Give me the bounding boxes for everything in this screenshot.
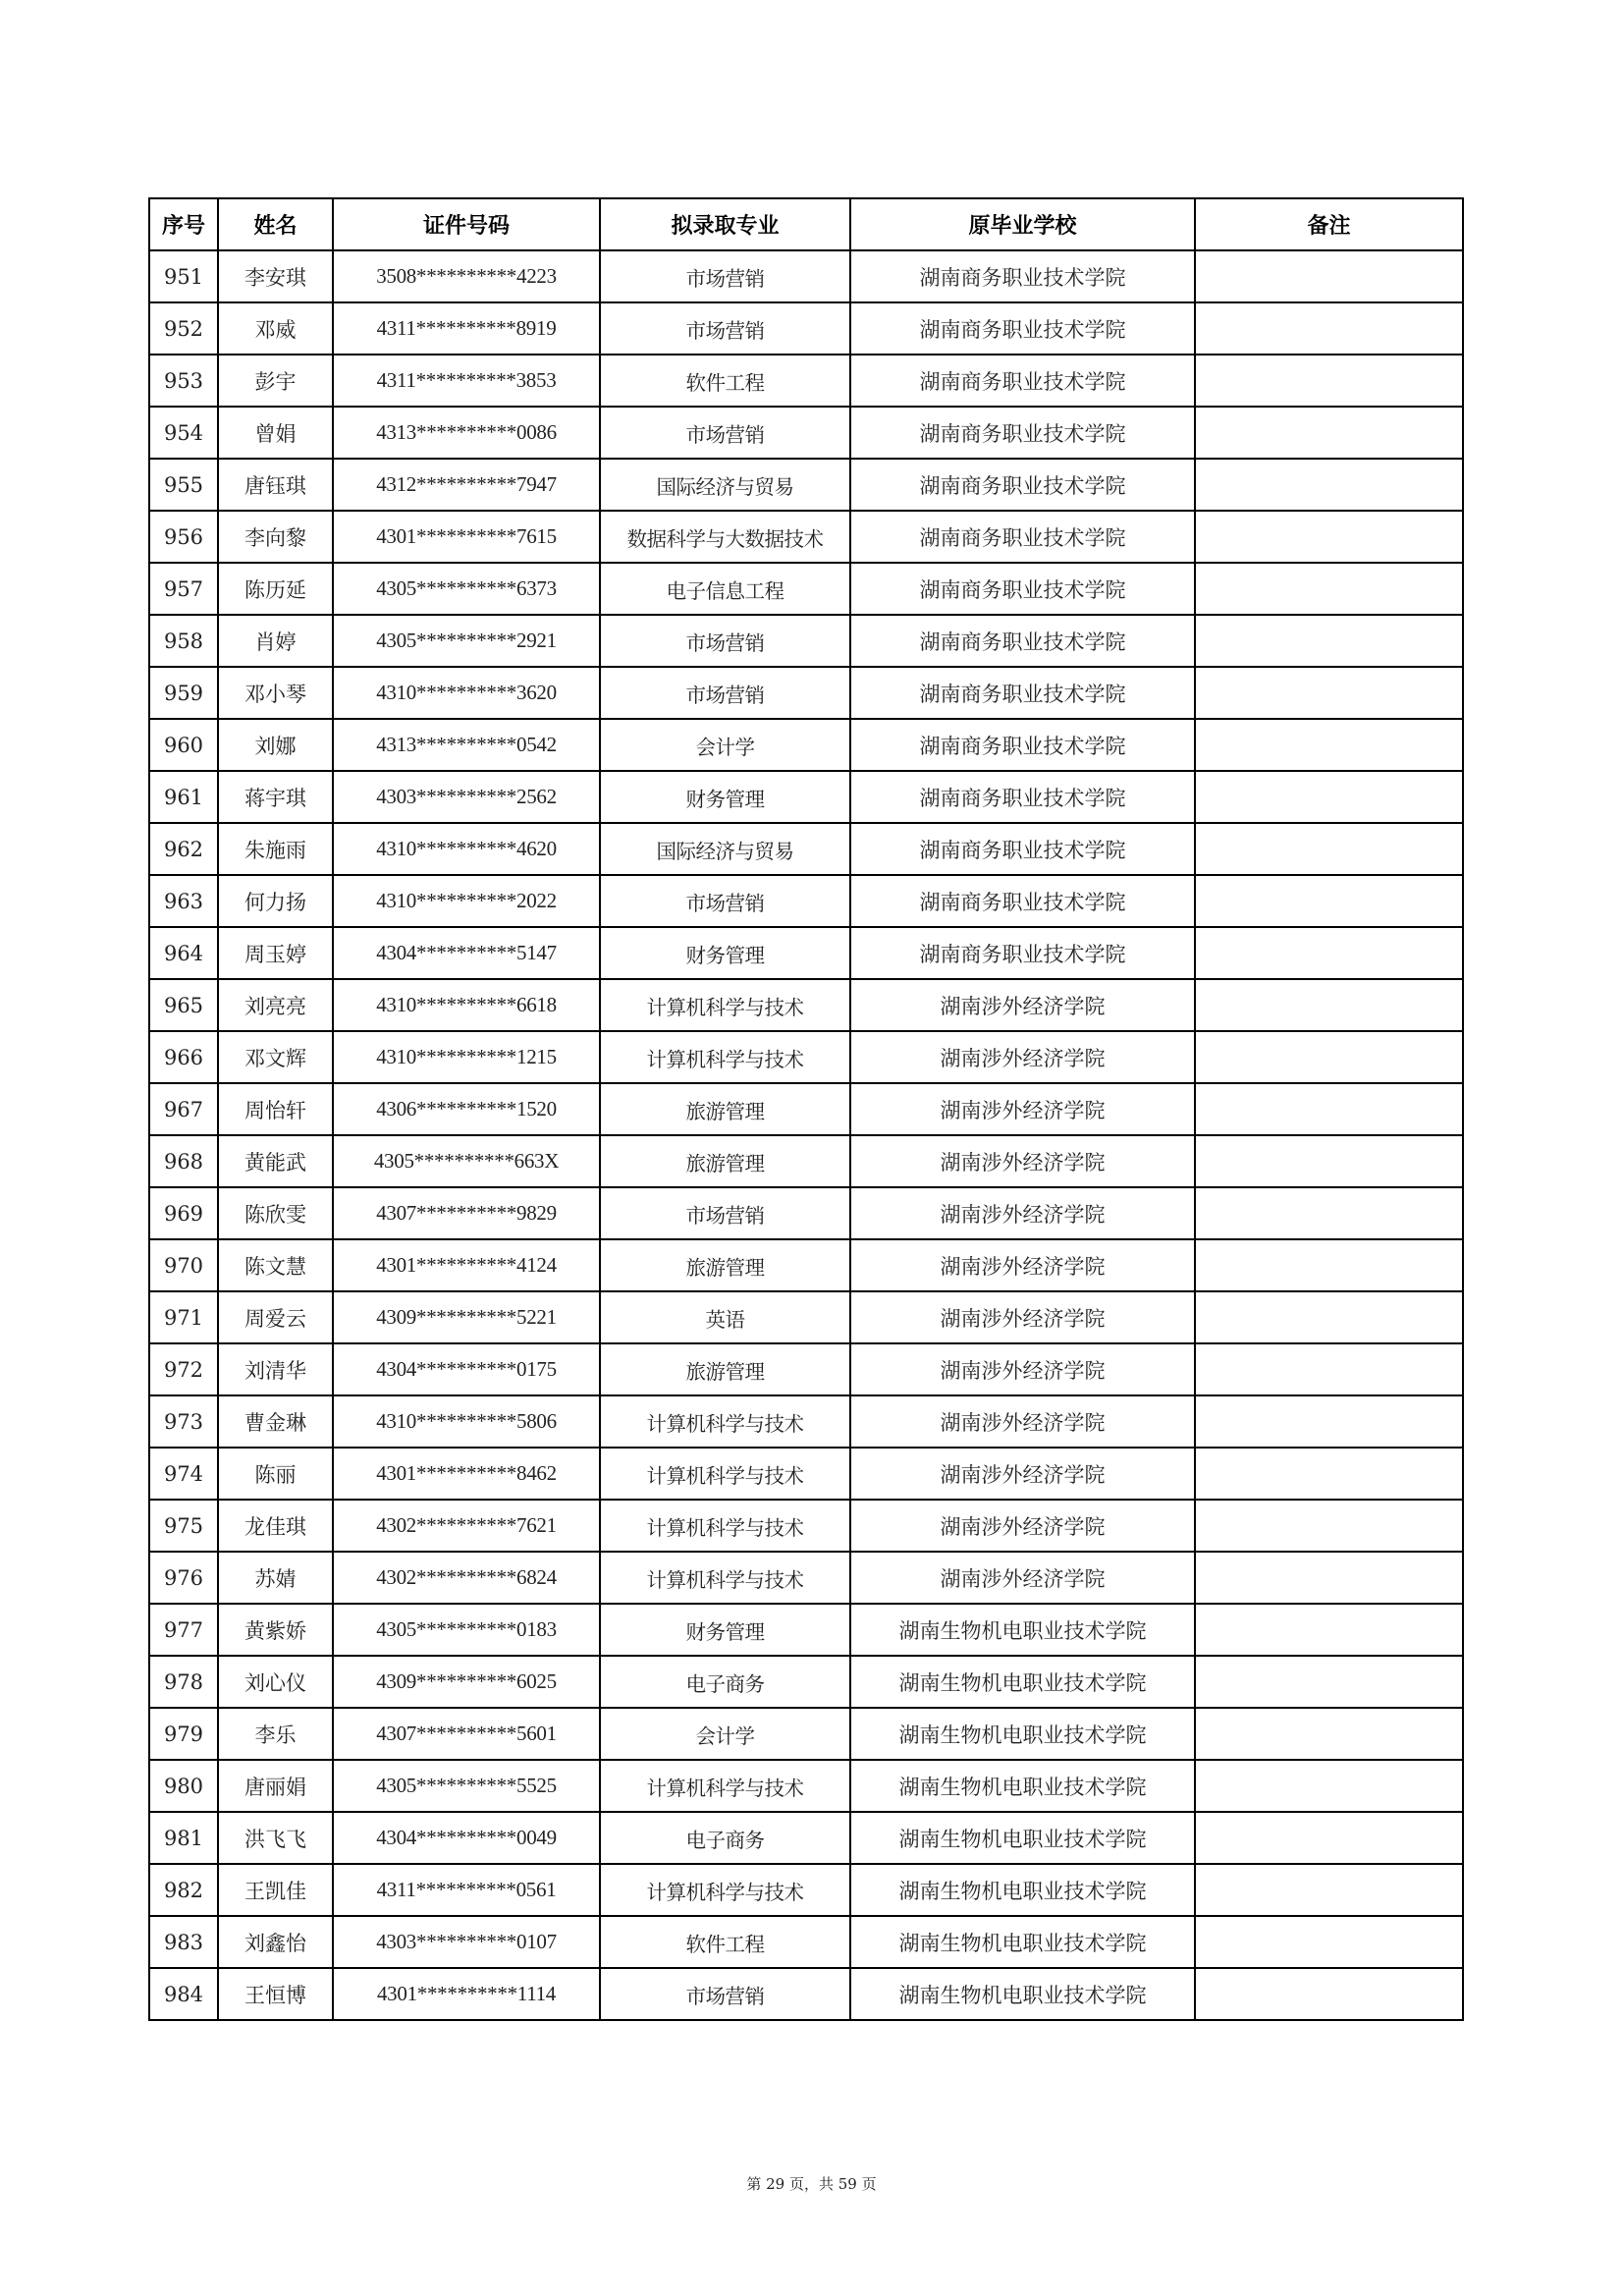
cell-serial-no: 963	[149, 875, 218, 927]
table-row	[149, 1083, 1463, 1135]
cell-remarks	[1195, 1500, 1463, 1552]
cell-graduated-school: 湖南涉外经济学院	[850, 1500, 1195, 1552]
cell-name: 李向黎	[218, 511, 333, 563]
cell-admitted-major: 计算机科学与技术	[600, 1760, 850, 1812]
cell-remarks	[1195, 1343, 1463, 1395]
table-row	[149, 1604, 1463, 1656]
cell-admitted-major: 计算机科学与技术	[600, 1552, 850, 1604]
cell-name: 肖婷	[218, 615, 333, 667]
table-row	[149, 719, 1463, 771]
cell-serial-no: 970	[149, 1239, 218, 1291]
cell-serial-no: 972	[149, 1343, 218, 1395]
cell-id-number: 4301**********8462	[333, 1448, 600, 1500]
table-row	[149, 1031, 1463, 1083]
cell-id-number: 4307**********5601	[333, 1708, 600, 1760]
cell-graduated-school: 湖南涉外经济学院	[850, 1395, 1195, 1448]
cell-remarks	[1195, 1864, 1463, 1916]
cell-id-number: 4304**********5147	[333, 927, 600, 979]
cell-serial-no: 979	[149, 1708, 218, 1760]
cell-name: 陈文慧	[218, 1239, 333, 1291]
cell-admitted-major: 市场营销	[600, 615, 850, 667]
cell-name: 洪飞飞	[218, 1812, 333, 1864]
table-row	[149, 1708, 1463, 1760]
table-row	[149, 1343, 1463, 1395]
cell-serial-no: 982	[149, 1864, 218, 1916]
cell-remarks	[1195, 771, 1463, 823]
cell-serial-no: 980	[149, 1760, 218, 1812]
cell-admitted-major: 软件工程	[600, 355, 850, 407]
table-row	[149, 823, 1463, 875]
cell-remarks	[1195, 1552, 1463, 1604]
table-body	[149, 250, 1463, 2020]
cell-id-number: 4312**********7947	[333, 459, 600, 511]
cell-id-number: 4311**********3853	[333, 355, 600, 407]
cell-admitted-major: 电子信息工程	[600, 563, 850, 615]
cell-name: 邓威	[218, 302, 333, 355]
cell-remarks	[1195, 250, 1463, 302]
cell-admitted-major: 市场营销	[600, 407, 850, 459]
cell-serial-no: 973	[149, 1395, 218, 1448]
header-name: 姓名	[218, 198, 333, 250]
cell-remarks	[1195, 1448, 1463, 1500]
cell-remarks	[1195, 875, 1463, 927]
table-row	[149, 1812, 1463, 1864]
table-row	[149, 1135, 1463, 1187]
cell-name: 邓小琴	[218, 667, 333, 719]
cell-remarks	[1195, 667, 1463, 719]
table-row	[149, 302, 1463, 355]
header-remarks: 备注	[1195, 198, 1463, 250]
cell-serial-no: 971	[149, 1291, 218, 1343]
cell-id-number: 4313**********0542	[333, 719, 600, 771]
cell-remarks	[1195, 511, 1463, 563]
table-row	[149, 250, 1463, 302]
cell-remarks	[1195, 927, 1463, 979]
cell-remarks	[1195, 1604, 1463, 1656]
cell-id-number: 4305**********663X	[333, 1135, 600, 1187]
cell-admitted-major: 计算机科学与技术	[600, 1031, 850, 1083]
cell-graduated-school: 湖南涉外经济学院	[850, 1239, 1195, 1291]
cell-serial-no: 953	[149, 355, 218, 407]
cell-id-number: 4304**********0049	[333, 1812, 600, 1864]
cell-admitted-major: 会计学	[600, 719, 850, 771]
cell-name: 朱施雨	[218, 823, 333, 875]
cell-name: 彭宇	[218, 355, 333, 407]
cell-admitted-major: 市场营销	[600, 1968, 850, 2020]
table-row	[149, 1448, 1463, 1500]
cell-id-number: 4309**********6025	[333, 1656, 600, 1708]
table-row	[149, 1291, 1463, 1343]
cell-remarks	[1195, 719, 1463, 771]
cell-id-number: 4302**********7621	[333, 1500, 600, 1552]
cell-name: 李乐	[218, 1708, 333, 1760]
cell-serial-no: 951	[149, 250, 218, 302]
cell-name: 蒋宇琪	[218, 771, 333, 823]
cell-admitted-major: 国际经济与贸易	[600, 823, 850, 875]
cell-graduated-school: 湖南涉外经济学院	[850, 1187, 1195, 1239]
cell-admitted-major: 旅游管理	[600, 1239, 850, 1291]
table-row	[149, 1187, 1463, 1239]
cell-serial-no: 958	[149, 615, 218, 667]
cell-admitted-major: 市场营销	[600, 250, 850, 302]
cell-graduated-school: 湖南商务职业技术学院	[850, 927, 1195, 979]
cell-admitted-major: 计算机科学与技术	[600, 1500, 850, 1552]
cell-admitted-major: 财务管理	[600, 1604, 850, 1656]
cell-name: 唐丽娟	[218, 1760, 333, 1812]
cell-id-number: 4310**********3620	[333, 667, 600, 719]
cell-serial-no: 955	[149, 459, 218, 511]
cell-name: 李安琪	[218, 250, 333, 302]
cell-id-number: 4311**********0561	[333, 1864, 600, 1916]
cell-admitted-major: 电子商务	[600, 1812, 850, 1864]
cell-graduated-school: 湖南生物机电职业技术学院	[850, 1812, 1195, 1864]
table-row	[149, 1760, 1463, 1812]
cell-remarks	[1195, 1187, 1463, 1239]
cell-admitted-major: 计算机科学与技术	[600, 1448, 850, 1500]
cell-graduated-school: 湖南生物机电职业技术学院	[850, 1708, 1195, 1760]
cell-graduated-school: 湖南涉外经济学院	[850, 1083, 1195, 1135]
cell-name: 陈历延	[218, 563, 333, 615]
cell-graduated-school: 湖南商务职业技术学院	[850, 563, 1195, 615]
table-row	[149, 511, 1463, 563]
table-row	[149, 563, 1463, 615]
cell-serial-no: 981	[149, 1812, 218, 1864]
cell-remarks	[1195, 979, 1463, 1031]
cell-graduated-school: 湖南商务职业技术学院	[850, 823, 1195, 875]
cell-admitted-major: 国际经济与贸易	[600, 459, 850, 511]
cell-remarks	[1195, 302, 1463, 355]
cell-admitted-major: 市场营销	[600, 667, 850, 719]
cell-admitted-major: 财务管理	[600, 927, 850, 979]
cell-graduated-school: 湖南涉外经济学院	[850, 1291, 1195, 1343]
cell-id-number: 4301**********7615	[333, 511, 600, 563]
cell-serial-no: 954	[149, 407, 218, 459]
header-id-number: 证件号码	[333, 198, 600, 250]
admission-list-table	[148, 197, 1464, 2021]
cell-graduated-school: 湖南涉外经济学院	[850, 1448, 1195, 1500]
cell-remarks	[1195, 1656, 1463, 1708]
table-row	[149, 407, 1463, 459]
cell-graduated-school: 湖南商务职业技术学院	[850, 355, 1195, 407]
header-admitted-major: 拟录取专业	[600, 198, 850, 250]
cell-remarks	[1195, 355, 1463, 407]
cell-graduated-school: 湖南涉外经济学院	[850, 1343, 1195, 1395]
cell-admitted-major: 计算机科学与技术	[600, 1864, 850, 1916]
page-number-footer: 第 29 页，共 59 页	[746, 2175, 877, 2193]
cell-id-number: 4304**********0175	[333, 1343, 600, 1395]
table-row	[149, 355, 1463, 407]
cell-admitted-major: 财务管理	[600, 771, 850, 823]
cell-graduated-school: 湖南商务职业技术学院	[850, 459, 1195, 511]
cell-id-number: 4310**********2022	[333, 875, 600, 927]
cell-name: 曾娟	[218, 407, 333, 459]
cell-serial-no: 978	[149, 1656, 218, 1708]
cell-name: 陈欣雯	[218, 1187, 333, 1239]
table-row	[149, 771, 1463, 823]
cell-serial-no: 974	[149, 1448, 218, 1500]
cell-admitted-major: 会计学	[600, 1708, 850, 1760]
cell-serial-no: 984	[149, 1968, 218, 2020]
cell-graduated-school: 湖南涉外经济学院	[850, 979, 1195, 1031]
table-row	[149, 667, 1463, 719]
cell-id-number: 4303**********2562	[333, 771, 600, 823]
cell-serial-no: 961	[149, 771, 218, 823]
table-row	[149, 1864, 1463, 1916]
cell-remarks	[1195, 459, 1463, 511]
cell-name: 周怡轩	[218, 1083, 333, 1135]
cell-id-number: 4303**********0107	[333, 1916, 600, 1968]
cell-name: 陈丽	[218, 1448, 333, 1500]
cell-graduated-school: 湖南商务职业技术学院	[850, 511, 1195, 563]
table-row	[149, 927, 1463, 979]
cell-admitted-major: 计算机科学与技术	[600, 979, 850, 1031]
table-row	[149, 1500, 1463, 1552]
cell-name: 王凯佳	[218, 1864, 333, 1916]
cell-serial-no: 956	[149, 511, 218, 563]
cell-remarks	[1195, 1916, 1463, 1968]
cell-id-number: 4309**********5221	[333, 1291, 600, 1343]
table-row	[149, 1656, 1463, 1708]
cell-serial-no: 965	[149, 979, 218, 1031]
cell-admitted-major: 计算机科学与技术	[600, 1395, 850, 1448]
cell-graduated-school: 湖南生物机电职业技术学院	[850, 1968, 1195, 2020]
cell-admitted-major: 英语	[600, 1291, 850, 1343]
cell-id-number: 4310**********6618	[333, 979, 600, 1031]
cell-id-number: 4305**********5525	[333, 1760, 600, 1812]
cell-graduated-school: 湖南商务职业技术学院	[850, 250, 1195, 302]
cell-name: 黄紫娇	[218, 1604, 333, 1656]
cell-graduated-school: 湖南商务职业技术学院	[850, 719, 1195, 771]
cell-name: 何力扬	[218, 875, 333, 927]
cell-graduated-school: 湖南生物机电职业技术学院	[850, 1916, 1195, 1968]
cell-admitted-major: 旅游管理	[600, 1083, 850, 1135]
table-row	[149, 979, 1463, 1031]
cell-remarks	[1195, 823, 1463, 875]
cell-remarks	[1195, 1135, 1463, 1187]
cell-name: 王恒博	[218, 1968, 333, 2020]
cell-id-number: 4302**********6824	[333, 1552, 600, 1604]
table-row	[149, 1916, 1463, 1968]
table-row	[149, 1239, 1463, 1291]
cell-admitted-major: 旅游管理	[600, 1135, 850, 1187]
cell-graduated-school: 湖南商务职业技术学院	[850, 615, 1195, 667]
cell-id-number: 4301**********1114	[333, 1968, 600, 2020]
cell-remarks	[1195, 563, 1463, 615]
cell-remarks	[1195, 407, 1463, 459]
cell-name: 刘娜	[218, 719, 333, 771]
cell-name: 刘鑫怡	[218, 1916, 333, 1968]
cell-graduated-school: 湖南涉外经济学院	[850, 1031, 1195, 1083]
header-graduated-school: 原毕业学校	[850, 198, 1195, 250]
cell-serial-no: 975	[149, 1500, 218, 1552]
cell-id-number: 4311**********8919	[333, 302, 600, 355]
cell-graduated-school: 湖南生物机电职业技术学院	[850, 1760, 1195, 1812]
cell-admitted-major: 电子商务	[600, 1656, 850, 1708]
table-row	[149, 1968, 1463, 2020]
cell-graduated-school: 湖南生物机电职业技术学院	[850, 1604, 1195, 1656]
cell-id-number: 4305**********2921	[333, 615, 600, 667]
cell-name: 曹金琳	[218, 1395, 333, 1448]
cell-serial-no: 976	[149, 1552, 218, 1604]
cell-id-number: 4301**********4124	[333, 1239, 600, 1291]
cell-id-number: 4310**********5806	[333, 1395, 600, 1448]
cell-name: 刘清华	[218, 1343, 333, 1395]
cell-admitted-major: 旅游管理	[600, 1343, 850, 1395]
cell-name: 刘心仪	[218, 1656, 333, 1708]
table-row	[149, 459, 1463, 511]
cell-serial-no: 952	[149, 302, 218, 355]
cell-admitted-major: 软件工程	[600, 1916, 850, 1968]
cell-serial-no: 977	[149, 1604, 218, 1656]
cell-name: 苏婧	[218, 1552, 333, 1604]
cell-id-number: 3508**********4223	[333, 250, 600, 302]
cell-remarks	[1195, 1968, 1463, 2020]
cell-remarks	[1195, 1708, 1463, 1760]
cell-remarks	[1195, 1239, 1463, 1291]
cell-serial-no: 966	[149, 1031, 218, 1083]
cell-graduated-school: 湖南商务职业技术学院	[850, 407, 1195, 459]
cell-name: 唐钰琪	[218, 459, 333, 511]
cell-graduated-school: 湖南商务职业技术学院	[850, 771, 1195, 823]
cell-remarks	[1195, 1031, 1463, 1083]
cell-id-number: 4313**********0086	[333, 407, 600, 459]
cell-remarks	[1195, 1083, 1463, 1135]
cell-admitted-major: 数据科学与大数据技术	[600, 511, 850, 563]
cell-serial-no: 962	[149, 823, 218, 875]
cell-remarks	[1195, 615, 1463, 667]
cell-serial-no: 969	[149, 1187, 218, 1239]
cell-graduated-school: 湖南商务职业技术学院	[850, 302, 1195, 355]
cell-name: 邓文辉	[218, 1031, 333, 1083]
cell-remarks	[1195, 1291, 1463, 1343]
cell-remarks	[1195, 1395, 1463, 1448]
cell-id-number: 4310**********4620	[333, 823, 600, 875]
table-row	[149, 875, 1463, 927]
cell-id-number: 4310**********1215	[333, 1031, 600, 1083]
cell-id-number: 4307**********9829	[333, 1187, 600, 1239]
cell-id-number: 4305**********6373	[333, 563, 600, 615]
cell-id-number: 4306**********1520	[333, 1083, 600, 1135]
cell-graduated-school: 湖南涉外经济学院	[850, 1552, 1195, 1604]
cell-serial-no: 968	[149, 1135, 218, 1187]
cell-graduated-school: 湖南生物机电职业技术学院	[850, 1656, 1195, 1708]
cell-admitted-major: 市场营销	[600, 302, 850, 355]
cell-serial-no: 957	[149, 563, 218, 615]
cell-name: 黄能武	[218, 1135, 333, 1187]
cell-name: 刘亮亮	[218, 979, 333, 1031]
cell-serial-no: 964	[149, 927, 218, 979]
cell-name: 周玉婷	[218, 927, 333, 979]
cell-graduated-school: 湖南生物机电职业技术学院	[850, 1864, 1195, 1916]
cell-admitted-major: 市场营销	[600, 1187, 850, 1239]
table-row	[149, 1395, 1463, 1448]
cell-id-number: 4305**********0183	[333, 1604, 600, 1656]
table-row	[149, 615, 1463, 667]
cell-graduated-school: 湖南商务职业技术学院	[850, 875, 1195, 927]
cell-graduated-school: 湖南商务职业技术学院	[850, 667, 1195, 719]
cell-serial-no: 960	[149, 719, 218, 771]
table-row	[149, 1552, 1463, 1604]
header-serial-no: 序号	[149, 198, 218, 250]
cell-serial-no: 959	[149, 667, 218, 719]
cell-remarks	[1195, 1760, 1463, 1812]
cell-name: 龙佳琪	[218, 1500, 333, 1552]
cell-admitted-major: 市场营销	[600, 875, 850, 927]
cell-remarks	[1195, 1812, 1463, 1864]
cell-serial-no: 983	[149, 1916, 218, 1968]
cell-serial-no: 967	[149, 1083, 218, 1135]
cell-name: 周爱云	[218, 1291, 333, 1343]
table-header-row	[149, 198, 1463, 250]
cell-graduated-school: 湖南涉外经济学院	[850, 1135, 1195, 1187]
